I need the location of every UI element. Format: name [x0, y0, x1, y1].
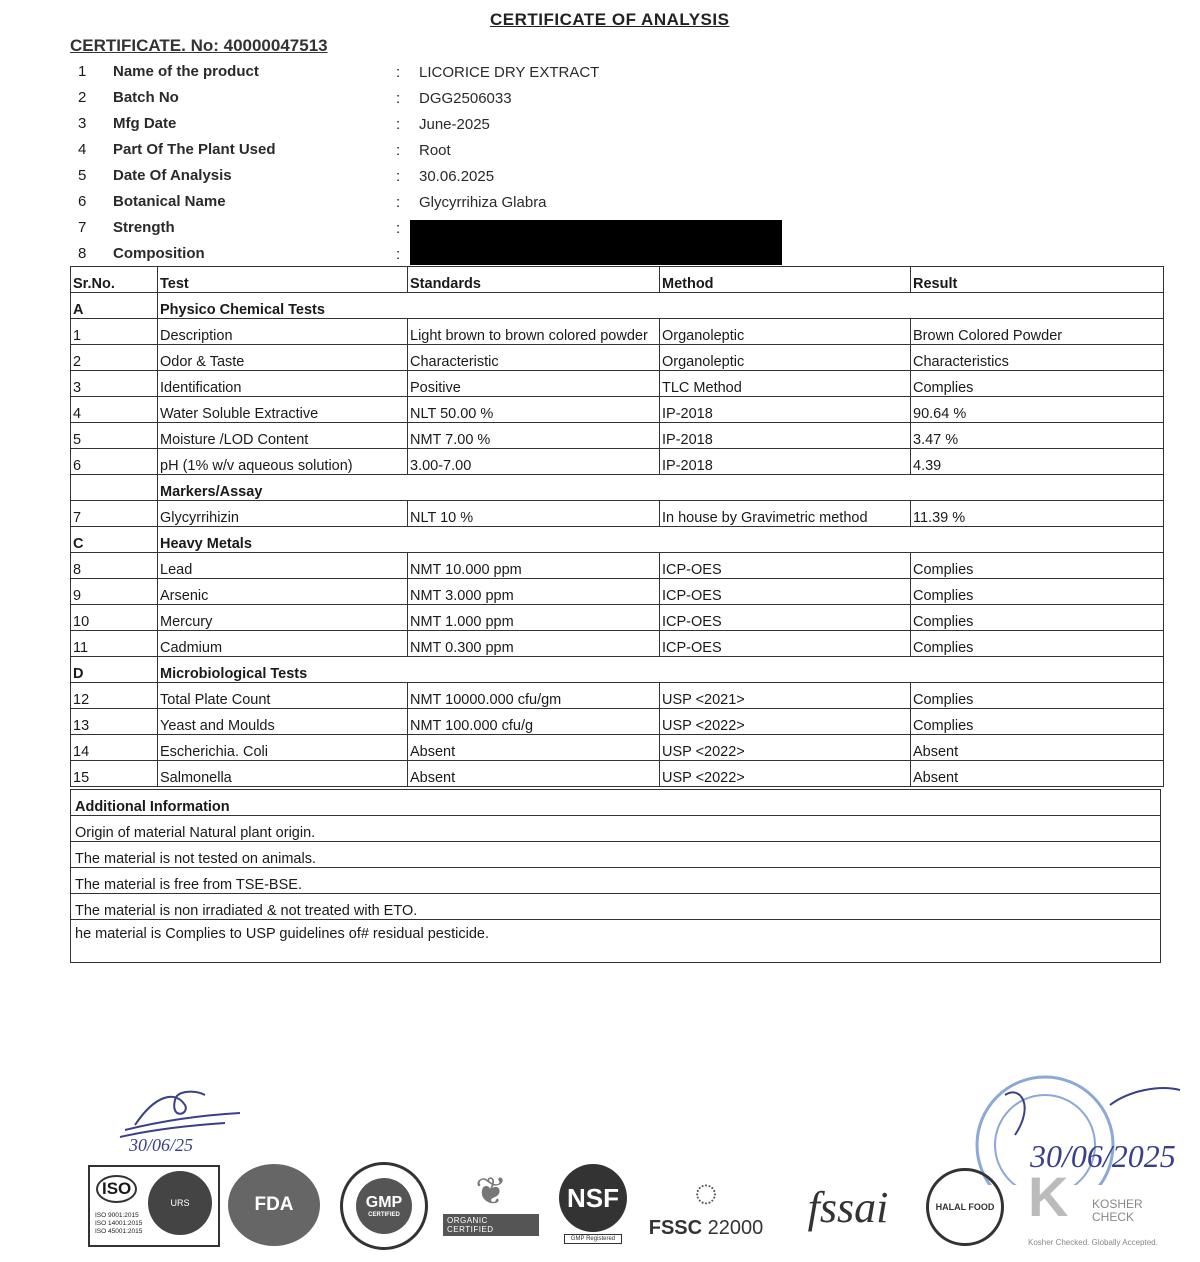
- info-row: [70, 111, 790, 137]
- info-number: 3: [78, 115, 87, 132]
- cell-standard: NMT 0.300 ppm: [408, 631, 660, 657]
- info-colon: :: [396, 142, 401, 159]
- info-label: Part Of The Plant Used: [113, 141, 276, 158]
- cell-standard: NLT 10 %: [408, 501, 660, 527]
- section-name: Markers/Assay: [158, 475, 1164, 501]
- cell-method: IP-2018: [660, 397, 911, 423]
- cell-srno: 1: [71, 319, 158, 345]
- table-row: [71, 709, 1164, 735]
- cell-srno: 3: [71, 371, 158, 397]
- info-colon: :: [396, 64, 401, 81]
- cell-result: Complies: [911, 553, 1164, 579]
- cell-result: Characteristics: [911, 345, 1164, 371]
- cell-srno: 8: [71, 553, 158, 579]
- additional-information: [70, 789, 1161, 963]
- info-label: Date Of Analysis: [113, 167, 232, 184]
- cell-result: 4.39: [911, 449, 1164, 475]
- table-row: [71, 631, 1164, 657]
- info-label: Name of the product: [113, 63, 259, 80]
- cell-result: Absent: [911, 761, 1164, 787]
- signature-right-date: 30/06/2025: [1030, 1138, 1176, 1174]
- info-number: 2: [78, 89, 87, 106]
- info-value: 30.06.2025: [419, 168, 495, 185]
- cell-srno: 12: [71, 683, 158, 709]
- cell-srno: 2: [71, 345, 158, 371]
- urs-badge: URS: [148, 1171, 212, 1235]
- cell-standard: NMT 3.000 ppm: [408, 579, 660, 605]
- certification-logos: [88, 1160, 1168, 1250]
- additional-line-row: [71, 920, 1161, 963]
- cell-method: USP <2022>: [660, 709, 911, 735]
- table-row: [71, 579, 1164, 605]
- info-value: DGG2506033: [419, 90, 512, 107]
- info-value: LICORICE DRY EXTRACT: [419, 64, 600, 81]
- header-test: Test: [158, 267, 408, 293]
- info-row: [70, 85, 790, 111]
- info-colon: :: [396, 116, 401, 133]
- iso-logo: [88, 1165, 220, 1247]
- cell-method: ICP-OES: [660, 631, 911, 657]
- cell-standard: NMT 100.000 cfu/g: [408, 709, 660, 735]
- table-row: [71, 449, 1164, 475]
- info-row: [70, 137, 790, 163]
- kosher-check-logo: K KOSHER CHECK Kosher Checked. Globally Accepted.: [1028, 1165, 1158, 1247]
- cell-result: Complies: [911, 579, 1164, 605]
- table-row: [71, 735, 1164, 761]
- table-row: [71, 371, 1164, 397]
- certificate-title: CERTIFICATE OF ANALYSIS: [490, 10, 730, 29]
- cell-result: 3.47 %: [911, 423, 1164, 449]
- nsf-logo: NSF GMP Registered: [554, 1162, 632, 1246]
- section-code: D: [71, 657, 158, 683]
- cell-method: Organoleptic: [660, 345, 911, 371]
- cell-result: Complies: [911, 605, 1164, 631]
- gmp-logo: GMP CERTIFIED: [340, 1162, 428, 1250]
- cell-test: Description: [158, 319, 408, 345]
- table-row: [71, 605, 1164, 631]
- cell-srno: 11: [71, 631, 158, 657]
- section-code: A: [71, 293, 158, 319]
- additional-line-row: [71, 868, 1161, 894]
- analysis-table: [70, 266, 1164, 787]
- cell-result: Complies: [911, 683, 1164, 709]
- cell-standard: Characteristic: [408, 345, 660, 371]
- info-colon: :: [396, 246, 401, 263]
- cell-srno: 9: [71, 579, 158, 605]
- section-row: [71, 657, 1164, 683]
- additional-line: The material is free from TSE-BSE.: [71, 868, 1161, 894]
- table-row: [71, 319, 1164, 345]
- info-label: Strength: [113, 219, 175, 236]
- info-label: Batch No: [113, 89, 179, 106]
- cell-method: IP-2018: [660, 423, 911, 449]
- redaction-bar: [410, 220, 782, 265]
- table-row: [71, 423, 1164, 449]
- leaf-icon: ❦: [475, 1170, 507, 1213]
- table-row: [71, 397, 1164, 423]
- cell-standard: NMT 10000.000 cfu/gm: [408, 683, 660, 709]
- info-colon: :: [396, 90, 401, 107]
- organic-certified-logo: ❦ ORGANIC CERTIFIED: [443, 1160, 539, 1245]
- info-row: [70, 189, 790, 215]
- cell-test: Glycyrrihizin: [158, 501, 408, 527]
- cell-standard: 3.00-7.00: [408, 449, 660, 475]
- cell-standard: NMT 10.000 ppm: [408, 553, 660, 579]
- additional-line: The material is not tested on animals.: [71, 842, 1161, 868]
- cell-standard: NLT 50.00 %: [408, 397, 660, 423]
- cell-srno: 6: [71, 449, 158, 475]
- cell-method: Organoleptic: [660, 319, 911, 345]
- info-value: June-2025: [419, 116, 490, 133]
- info-colon: :: [396, 220, 401, 237]
- fssai-logo: fssai: [807, 1182, 889, 1232]
- info-value: Glycyrrihiza Glabra: [419, 194, 547, 211]
- cell-method: USP <2021>: [660, 683, 911, 709]
- cell-test: Lead: [158, 553, 408, 579]
- info-row: [70, 163, 790, 189]
- cell-srno: 15: [71, 761, 158, 787]
- section-row: [71, 293, 1164, 319]
- additional-line-row: [71, 816, 1161, 842]
- cell-standard: Absent: [408, 735, 660, 761]
- header-srno: Sr.No.: [71, 267, 158, 293]
- cell-standard: Absent: [408, 761, 660, 787]
- cell-result: Brown Colored Powder: [911, 319, 1164, 345]
- cell-srno: 13: [71, 709, 158, 735]
- additional-line: Origin of material Natural plant origin.: [71, 816, 1161, 842]
- cell-test: Mercury: [158, 605, 408, 631]
- info-colon: :: [396, 168, 401, 185]
- table-row: [71, 501, 1164, 527]
- certificate-number: CERTIFICATE. No: 40000047513: [70, 36, 328, 55]
- cell-method: USP <2022>: [660, 735, 911, 761]
- cell-method: ICP-OES: [660, 579, 911, 605]
- info-label: Composition: [113, 245, 205, 262]
- header-method: Method: [660, 267, 911, 293]
- cell-method: USP <2022>: [660, 761, 911, 787]
- cell-method: TLC Method: [660, 371, 911, 397]
- cell-result: Complies: [911, 371, 1164, 397]
- cell-srno: 10: [71, 605, 158, 631]
- header-standards: Standards: [408, 267, 660, 293]
- info-number: 4: [78, 141, 87, 158]
- section-name: Physico Chemical Tests: [158, 293, 1164, 319]
- cell-test: Yeast and Moulds: [158, 709, 408, 735]
- fssc-22000-logo: ◌ FSSC 22000: [648, 1170, 764, 1239]
- additional-line-row: [71, 894, 1161, 920]
- cell-standard: Light brown to brown colored powder: [408, 319, 660, 345]
- info-number: 6: [78, 193, 87, 210]
- cell-test: Identification: [158, 371, 408, 397]
- cell-test: Water Soluble Extractive: [158, 397, 408, 423]
- section-code: C: [71, 527, 158, 553]
- table-row: [71, 761, 1164, 787]
- cell-result: 90.64 %: [911, 397, 1164, 423]
- swirl-icon: ◌: [694, 1170, 718, 1215]
- header-result: Result: [911, 267, 1164, 293]
- additional-line: he material is Complies to USP guidelines of# residual pesticide.: [71, 920, 1161, 963]
- cell-method: IP-2018: [660, 449, 911, 475]
- signature-left-date: 30/06/25: [129, 1135, 194, 1155]
- section-row: [71, 527, 1164, 553]
- halal-logo: HALAL FOOD: [926, 1168, 1004, 1246]
- info-colon: :: [396, 194, 401, 211]
- cell-method: ICP-OES: [660, 553, 911, 579]
- cell-test: Escherichia. Coli: [158, 735, 408, 761]
- cell-result: Absent: [911, 735, 1164, 761]
- cell-test: Odor & Taste: [158, 345, 408, 371]
- cell-test: Moisture /LOD Content: [158, 423, 408, 449]
- info-value: Root: [419, 142, 451, 159]
- section-row: [71, 475, 1164, 501]
- info-row: [70, 59, 790, 85]
- cell-srno: 4: [71, 397, 158, 423]
- cell-method: ICP-OES: [660, 605, 911, 631]
- section-name: Microbiological Tests: [158, 657, 1164, 683]
- cell-standard: NMT 7.00 %: [408, 423, 660, 449]
- cell-standard: Positive: [408, 371, 660, 397]
- fda-logo: FDA: [228, 1164, 320, 1246]
- cell-test: pH (1% w/v aqueous solution): [158, 449, 408, 475]
- cell-result: Complies: [911, 631, 1164, 657]
- info-number: 5: [78, 167, 87, 184]
- table-row: [71, 683, 1164, 709]
- cell-result: 11.39 %: [911, 501, 1164, 527]
- iso-logo-standards: ISO 9001:2015 ISO 14001:2015 ISO 45001:2015: [95, 1212, 143, 1235]
- table-row: [71, 345, 1164, 371]
- info-label: Botanical Name: [113, 193, 226, 210]
- signature-left: [115, 1085, 245, 1155]
- table-row: [71, 553, 1164, 579]
- additional-heading: Additional Information: [71, 790, 1161, 816]
- info-number: 1: [78, 63, 87, 80]
- cell-test: Cadmium: [158, 631, 408, 657]
- cell-test: Arsenic: [158, 579, 408, 605]
- additional-line-row: [71, 842, 1161, 868]
- additional-line: The material is non irradiated & not treated with ETO.: [71, 894, 1161, 920]
- cell-standard: NMT 1.000 ppm: [408, 605, 660, 631]
- additional-heading-row: [71, 790, 1161, 816]
- cell-result: Complies: [911, 709, 1164, 735]
- iso-logo-text: ISO: [96, 1175, 137, 1203]
- table-header: [71, 267, 1164, 293]
- cell-test: Total Plate Count: [158, 683, 408, 709]
- cell-method: In house by Gravimetric method: [660, 501, 911, 527]
- cell-test: Salmonella: [158, 761, 408, 787]
- section-name: Heavy Metals: [158, 527, 1164, 553]
- cell-srno: 7: [71, 501, 158, 527]
- cell-srno: 5: [71, 423, 158, 449]
- cell-srno: 14: [71, 735, 158, 761]
- section-code: [71, 475, 158, 501]
- info-number: 7: [78, 219, 87, 236]
- info-label: Mfg Date: [113, 115, 177, 132]
- info-number: 8: [78, 245, 87, 262]
